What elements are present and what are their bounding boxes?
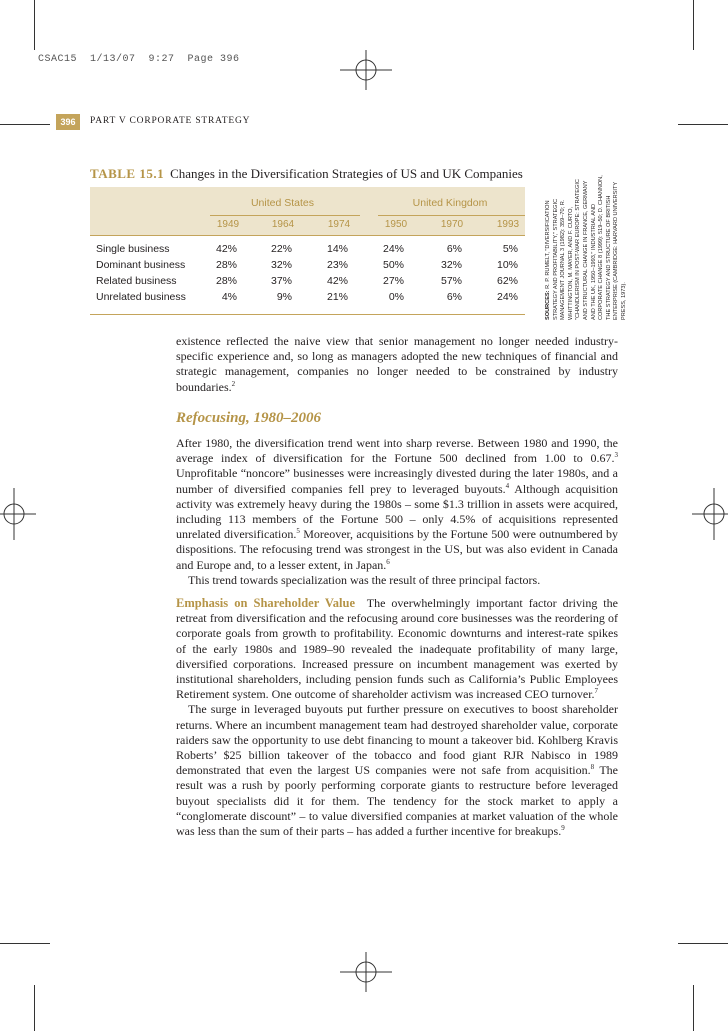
footnote-ref: 5 — [296, 527, 300, 536]
table-cell: 23% — [326, 259, 348, 271]
crop-mark — [0, 124, 50, 125]
table-cell: 28% — [215, 275, 237, 287]
paragraph — [176, 596, 618, 702]
subsection-heading: Emphasis on Shareholder Value — [176, 596, 356, 610]
group-rule — [378, 215, 525, 216]
paragraph-text: existence reflected the naive view that senior management no longer needed industry-specific experience and, so long as managers adopted the new techniques of financial and strategic management, companies no longer needed to be constrained by industry boundaries. — [176, 334, 618, 394]
table-cell: 14% — [326, 243, 348, 255]
paragraph-text: The surge in leveraged buyouts put further pressure on executives to boost shareholder returns. Where an incumbent management team had destroyed shareholder value, corporate raiders saw the opportunity to use debt financing to mount a takeover bid. Kohlberg Kravis Roberts’ $25 billion takeover of the tobacco and food giant RJR Nabisco in 1989 demonstrated that even the largest US companies were not safe from acquisition. — [176, 702, 618, 778]
crop-mark — [678, 943, 728, 944]
footnote-ref: 2 — [231, 379, 236, 388]
paragraph-text: The overwhelmingly important factor driving the retreat from diversification and the refocusing around core businesses was the reordering of corporate goals from growth to profitability. Economic downturns and interest-rate spikes of the early 1980s and 1989–90 revealed the inadequate profitability of many large, diversified corporations. Increased pressure on incumbent management was exerted by institutional shareholders, including pension funds such as California’s Public Employees Retirement system. One outcome of shareholder activism was increased CEO turnover. — [176, 596, 618, 702]
table-divider — [90, 235, 525, 236]
footnote-ref: 9 — [561, 824, 565, 833]
table-cell: 24% — [382, 243, 404, 255]
table-cell: 57% — [440, 275, 462, 287]
registration-mark-icon — [692, 488, 728, 540]
table-title — [90, 166, 523, 182]
running-head: PART V CORPORATE STRATEGY — [90, 116, 251, 126]
table-cell: 10% — [496, 259, 518, 271]
group-label-uk: United Kingdom — [412, 197, 488, 209]
year-header: 1970 — [440, 219, 464, 230]
table-cell: 0% — [388, 291, 404, 303]
source-text: R. P. RUMELT, "DIVERSIFICATION STRATEGY AND PROFITABILITY," STRATEGIC MANAGEMENT JOURNAL 3 (1982): 359–70; R. WHITTINGTON, M. MAYER, AND F. CURTO, "CHANDLERISM IN POST-WAR EUROPE: STRATEGIC AND STRUCTURAL CHANGE IN FRANCE, GERMANY AND THE UK, 1950–1993," INDUSTRIAL AND CORPORATE CHANGE 8 (1999): 519–50; D. CHANNON, THE STRATEGY AND STRUCTURE OF BRITISH ENTERPRISE (CAMBRIDGE: HARVARD UNIVERSITY PRESS, 1973). — [545, 175, 627, 320]
table-cell: 42% — [215, 243, 237, 255]
source-label: SOURCES: — [545, 290, 551, 320]
footnote-ref: 4 — [505, 481, 510, 490]
shareholder-section — [176, 596, 618, 839]
paragraph-text: After 1980, the diversification trend went into sharp reverse. Between 1980 and 1990, the average index of diversification for the Fortune 500 declined from 1.00 to 0.67. — [176, 436, 618, 466]
table-caption: Changes in the Diversification Strategies of US and UK Companies — [170, 166, 523, 181]
table-cell: 62% — [496, 275, 518, 287]
table-cell: 21% — [326, 291, 348, 303]
table-cell: 32% — [270, 259, 292, 271]
table-cell: 9% — [276, 291, 292, 303]
registration-mark-icon — [340, 952, 392, 992]
crop-mark — [678, 124, 728, 125]
table-number: TABLE 15.1 — [90, 166, 165, 181]
footnote-ref: 6 — [386, 557, 390, 566]
paragraph — [176, 436, 618, 573]
table-source-note — [545, 170, 629, 320]
refocusing-section — [176, 436, 618, 588]
footnote-ref: 3 — [614, 451, 618, 460]
year-header: 1964 — [271, 219, 295, 230]
table-cell: 6% — [446, 243, 462, 255]
paragraph-text: Moreover, acquisitions by the Fortune 500 were outnumbered by dispositions. The refocusing trend was strongest in the US, but was also evident in Canada and Europe and, to a lesser extent, in Japan. — [176, 527, 618, 572]
table-bottom-rule — [90, 314, 525, 315]
table-cell: 37% — [270, 275, 292, 287]
section-heading: Refocusing, 1980–2006 — [176, 410, 322, 426]
print-slug: CSAC15 1/13/07 9:27 Page 396 — [38, 54, 240, 65]
footnote-ref: 8 — [590, 763, 595, 772]
crop-mark — [693, 0, 694, 50]
group-rule — [210, 215, 360, 216]
row-label: Single business — [96, 243, 170, 255]
table-cell: 27% — [382, 275, 404, 287]
table-cell: 42% — [326, 275, 348, 287]
year-header: 1974 — [327, 219, 351, 230]
table-cell: 22% — [270, 243, 292, 255]
intro-paragraph — [176, 334, 618, 395]
table-cell: 28% — [215, 259, 237, 271]
paragraph-text: The result was a rush by poorly performing corporate giants to restructure before leveraged buyout specialists did it for them. The tendency for the stock market to apply a “conglomerate discount” – to value diversified companies at market valuation of the whole was less than the sum of their parts – has added a further incentive for breakups. — [176, 763, 618, 839]
paragraph-text: This trend towards specialization was the result of three principal factors. — [188, 572, 541, 587]
paragraph-text: Unprofitable “noncore” businesses were increasingly divested during the later 1980s, and a number of diversified companies fell prey to leveraged buyouts. — [176, 466, 618, 496]
paragraph — [176, 573, 618, 588]
year-header: 1993 — [496, 219, 520, 230]
table-cell: 6% — [446, 291, 462, 303]
table-cell: 4% — [221, 291, 237, 303]
paragraph-text: Although acquisition activity was extremely heavy during the 1980s – some $1.3 trillion in assets were acquired, including 113 members of the Fortune 500 – only 4.5% of acquisitions represented unrelated diversification. — [176, 481, 618, 542]
page-number: 396 — [60, 117, 76, 127]
crop-mark — [34, 985, 35, 1031]
row-label: Dominant business — [96, 259, 186, 271]
table-cell: 50% — [382, 259, 404, 271]
crop-mark — [693, 985, 694, 1031]
crop-mark — [34, 0, 35, 50]
table-cell: 24% — [496, 291, 518, 303]
group-label-us: United States — [250, 197, 315, 209]
registration-mark-icon — [0, 488, 36, 540]
row-label: Unrelated business — [96, 291, 186, 303]
year-header: 1950 — [384, 219, 408, 230]
paragraph — [176, 702, 618, 839]
registration-mark-icon — [340, 50, 392, 90]
table-cell: 5% — [502, 243, 518, 255]
row-label: Related business — [96, 275, 177, 287]
crop-mark — [0, 943, 50, 944]
footnote-ref: 7 — [594, 687, 599, 696]
table-cell: 32% — [440, 259, 462, 271]
year-header: 1949 — [216, 219, 240, 230]
